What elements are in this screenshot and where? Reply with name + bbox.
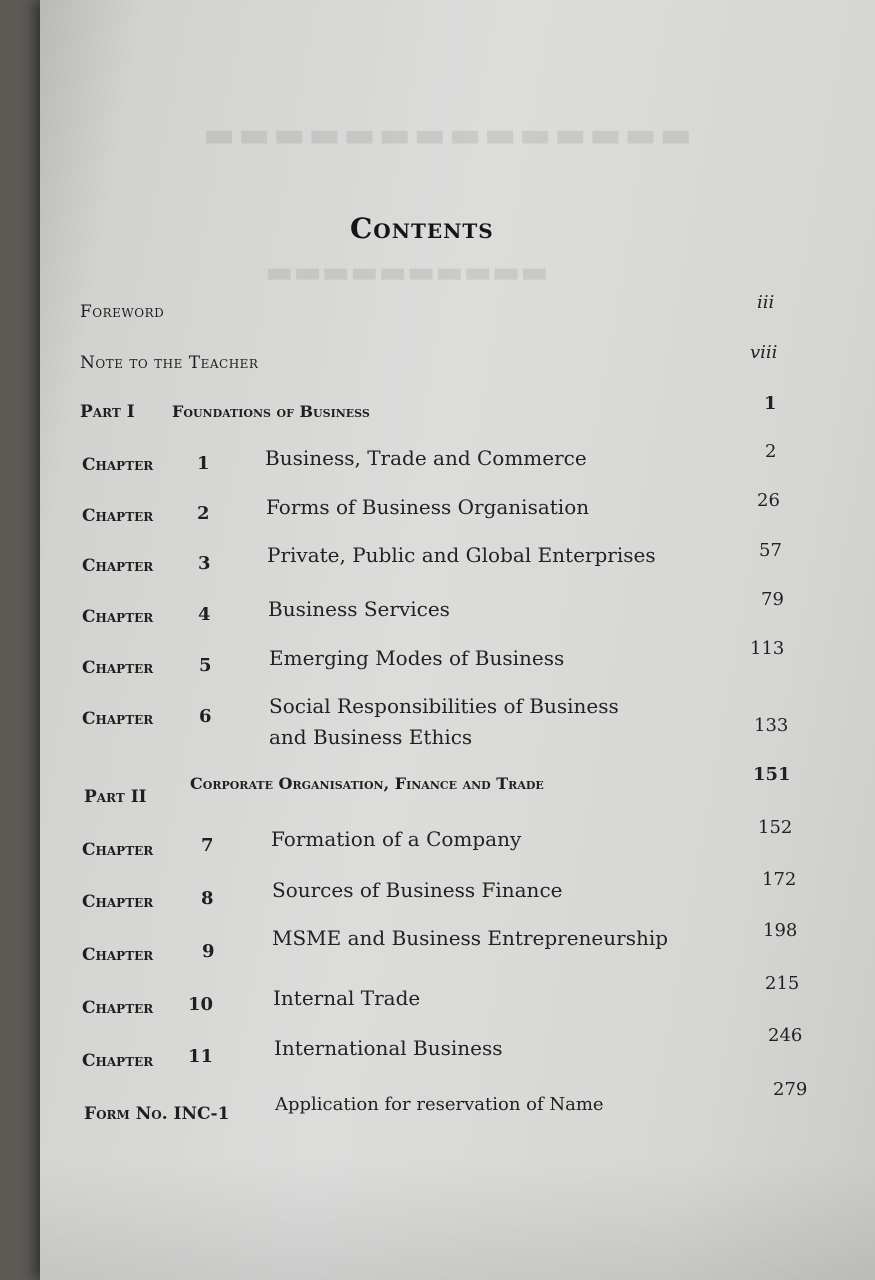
toc-entry-note-to-teacher[interactable]: Note to the Teacher xyxy=(80,353,259,373)
page-title: Contents xyxy=(350,212,494,245)
page-number: 26 xyxy=(757,490,780,511)
page-number: 198 xyxy=(763,920,798,941)
form-label: Form No. INC-1 xyxy=(84,1104,230,1124)
chapter-label: Chapter xyxy=(82,709,154,729)
toc-entry-form-inc-1[interactable]: Application for reservation of Name xyxy=(275,1094,604,1115)
chapter-label: Chapter xyxy=(82,945,154,965)
chapter-number: 2 xyxy=(197,503,210,524)
toc-entry-foreword[interactable]: Foreword xyxy=(80,302,165,322)
page-number: 1 xyxy=(764,393,777,414)
toc-entry-part-1[interactable]: Foundations of Business xyxy=(172,402,370,421)
page-number: 246 xyxy=(768,1025,803,1046)
page-number: 152 xyxy=(758,817,793,838)
chapter-label: Chapter xyxy=(82,840,154,860)
chapter-number: 5 xyxy=(199,655,212,676)
toc-entry-part-2[interactable]: Corporate Organisation, Finance and Trade xyxy=(190,774,544,793)
chapter-number: 3 xyxy=(198,553,211,574)
page-number: viii xyxy=(750,342,778,363)
page-number: 57 xyxy=(759,540,782,561)
page-number: 113 xyxy=(750,638,785,659)
toc-entry-chapter-1[interactable]: Business, Trade and Commerce xyxy=(265,446,587,470)
toc-entry-chapter-5[interactable]: Emerging Modes of Business xyxy=(269,646,565,670)
toc-entry-chapter-3[interactable]: Private, Public and Global Enterprises xyxy=(267,543,656,567)
chapter-label: Chapter xyxy=(82,556,154,576)
chapter-number: 7 xyxy=(201,835,214,856)
toc-entry-chapter-2[interactable]: Forms of Business Organisation xyxy=(266,495,590,519)
toc-entry-chapter-8[interactable]: Sources of Business Finance xyxy=(272,878,563,902)
toc-entry-chapter-6-line-1[interactable]: Social Responsibilities of Business xyxy=(269,694,619,718)
part-label: Part I xyxy=(80,402,135,422)
chapter-label: Chapter xyxy=(82,892,154,912)
chapter-label: Chapter xyxy=(82,607,154,627)
show-through-heading: ▬▬▬▬▬▬▬▬▬▬▬▬▬▬ xyxy=(200,115,692,155)
page-number: 279 xyxy=(773,1079,808,1100)
show-through-subheading: ▬▬▬▬▬▬▬▬▬▬ xyxy=(265,255,549,290)
part-label: Part II xyxy=(84,787,147,807)
toc-entry-chapter-7[interactable]: Formation of a Company xyxy=(271,827,522,851)
toc-entry-chapter-6-line-2[interactable]: and Business Ethics xyxy=(269,725,473,749)
toc-entry-chapter-4[interactable]: Business Services xyxy=(268,597,450,621)
page-number: 79 xyxy=(761,589,784,610)
page-number: 172 xyxy=(762,869,797,890)
page-number: 215 xyxy=(765,973,800,994)
chapter-label: Chapter xyxy=(82,1051,154,1071)
chapter-number: 10 xyxy=(188,994,214,1015)
chapter-label: Chapter xyxy=(82,658,154,678)
toc-entry-chapter-10[interactable]: Internal Trade xyxy=(273,986,421,1010)
toc-entry-chapter-11[interactable]: International Business xyxy=(274,1036,503,1060)
page-number: iii xyxy=(757,292,775,313)
page-number: 2 xyxy=(765,441,777,462)
chapter-label: Chapter xyxy=(82,455,154,475)
toc-entry-chapter-9[interactable]: MSME and Business Entrepreneurship xyxy=(272,926,669,950)
page-shadow xyxy=(40,1160,875,1280)
page-number: 133 xyxy=(754,715,789,736)
chapter-label: Chapter xyxy=(82,506,154,526)
chapter-number: 4 xyxy=(198,604,211,625)
chapter-number: 11 xyxy=(188,1046,214,1067)
chapter-number: 9 xyxy=(202,941,215,962)
page-number: 151 xyxy=(753,764,791,785)
chapter-label: Chapter xyxy=(82,998,154,1018)
chapter-number: 6 xyxy=(199,706,212,727)
chapter-number: 8 xyxy=(201,888,214,909)
chapter-number: 1 xyxy=(197,453,210,474)
